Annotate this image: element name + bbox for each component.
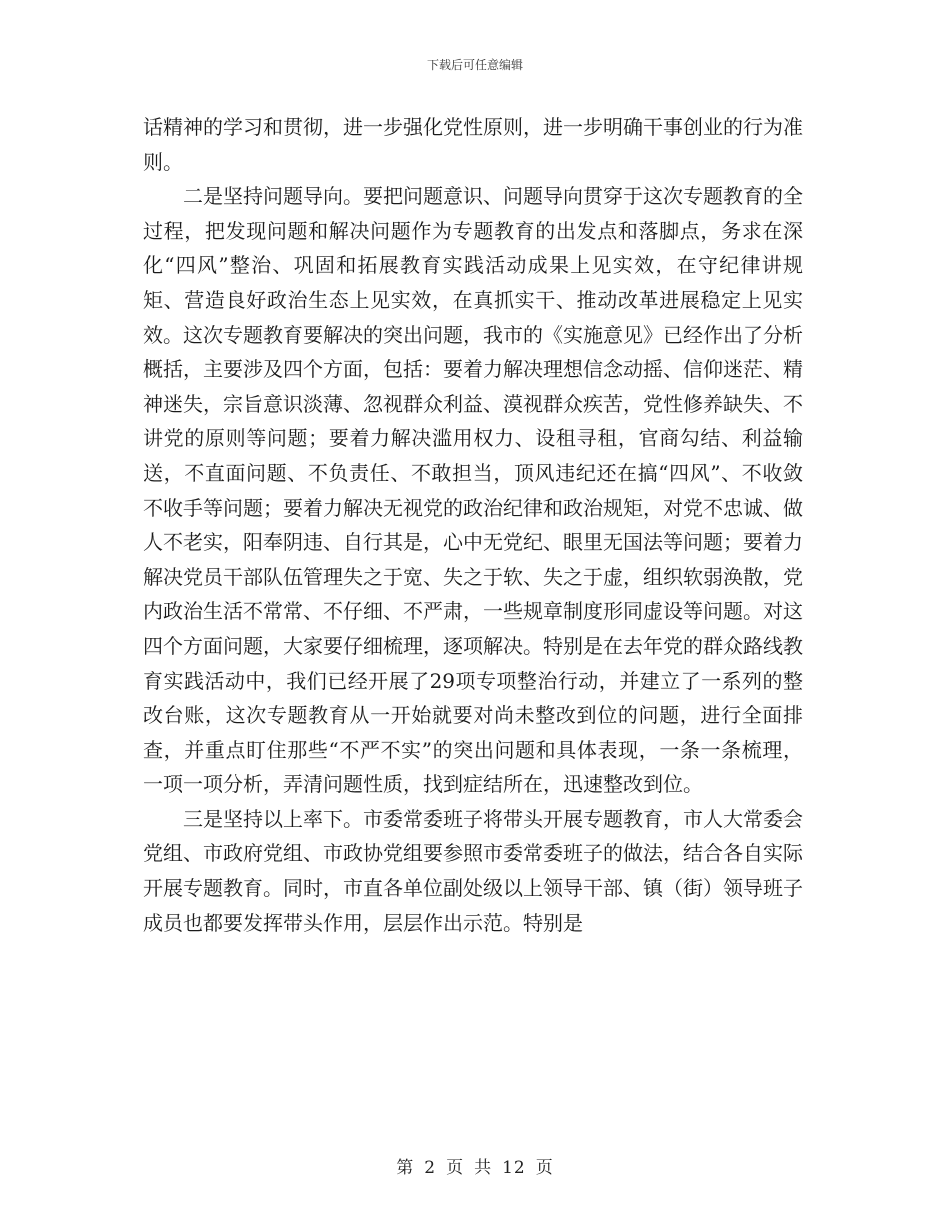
footer-prefix: 第 <box>396 1158 415 1178</box>
footer-total-pages: 12 <box>502 1158 526 1178</box>
document-body <box>143 110 803 940</box>
page-header: 下载后可任意编辑 <box>426 58 523 72</box>
paragraph-continuation: 话精神的学习和贯彻，进一步强化党性原则，进一步明确干事创业的行为准则。 <box>143 115 803 174</box>
paragraph-lead-by-example: 三是坚持以上率下。市委常委班子将带头开展专题教育，市人大常委会党组、市政府党组、市政协党组要参照市委常委班子的做法，结合各自实际开展专题教育。同时，市直各单位副处级以上领导干部、镇（街）领导班子成员也都要发挥带头作用，层层作出示范。特别是 <box>143 806 803 935</box>
page-footer <box>0 1153 950 1178</box>
footer-total-prefix: 共 <box>474 1158 493 1178</box>
footer-total-unit: 页 <box>535 1158 554 1178</box>
footer-current-page: 2 <box>424 1158 437 1178</box>
footer-page-unit: 页 <box>446 1158 465 1178</box>
paragraph-problem-orientation: 二是坚持问题导向。要把问题意识、问题导向贯穿于这次专题教育的全过程，把发现问题和解决问题作为专题教育的出发点和落脚点，务求在深化“四风”整治、巩固和拓展教育实践活动成果上见实效，在守纪律讲规矩、营造良好政治生态上见实效，在真抓实干、推动改革进展稳定上见实效。这次专题教育要解决的突出问题，我市的《实施意见》已经作出了分析概括，主要涉及四个方面，包括：要着力解决理想信念动摇、信仰迷茫、精神迷失，宗旨意识淡薄、忽视群众利益、漠视群众疾苦，党性修养缺失、不讲党的原则等问题；要着力解决滥用权力、设租寻租，官商勾结、利益输送，不直面问题、不负责任、不敢担当，顶风违纪还在搞“四风”、不收敛不收手等问题；要着力解决无视党的政治纪律和政治规矩，对党不忠诚、做人不老实，阳奉阴违、自行其是，心中无党纪、眼里无国法等问题；要着力解决党员干部队伍管理失之于宽、失之于软、失之于虚，组织软弱涣散，党内政治生活不常常、不仔细、不严肃，一些规章制度形同虚设等问题。对这四个方面问题，大家要仔细梳理，逐项解决。特别是在去年党的群众路线教育实践活动中，我们已经开展了29项专项整治行动，并建立了一系列的整改台账，这次专题教育从一开始就要对尚未整改到位的问题，进行全面排查，并重点盯住那些“不严不实”的突出问题和具体表现，一条一条梳理，一项一项分析，弄清问题性质，找到症结所在，迅速整改到位。 <box>143 184 803 797</box>
